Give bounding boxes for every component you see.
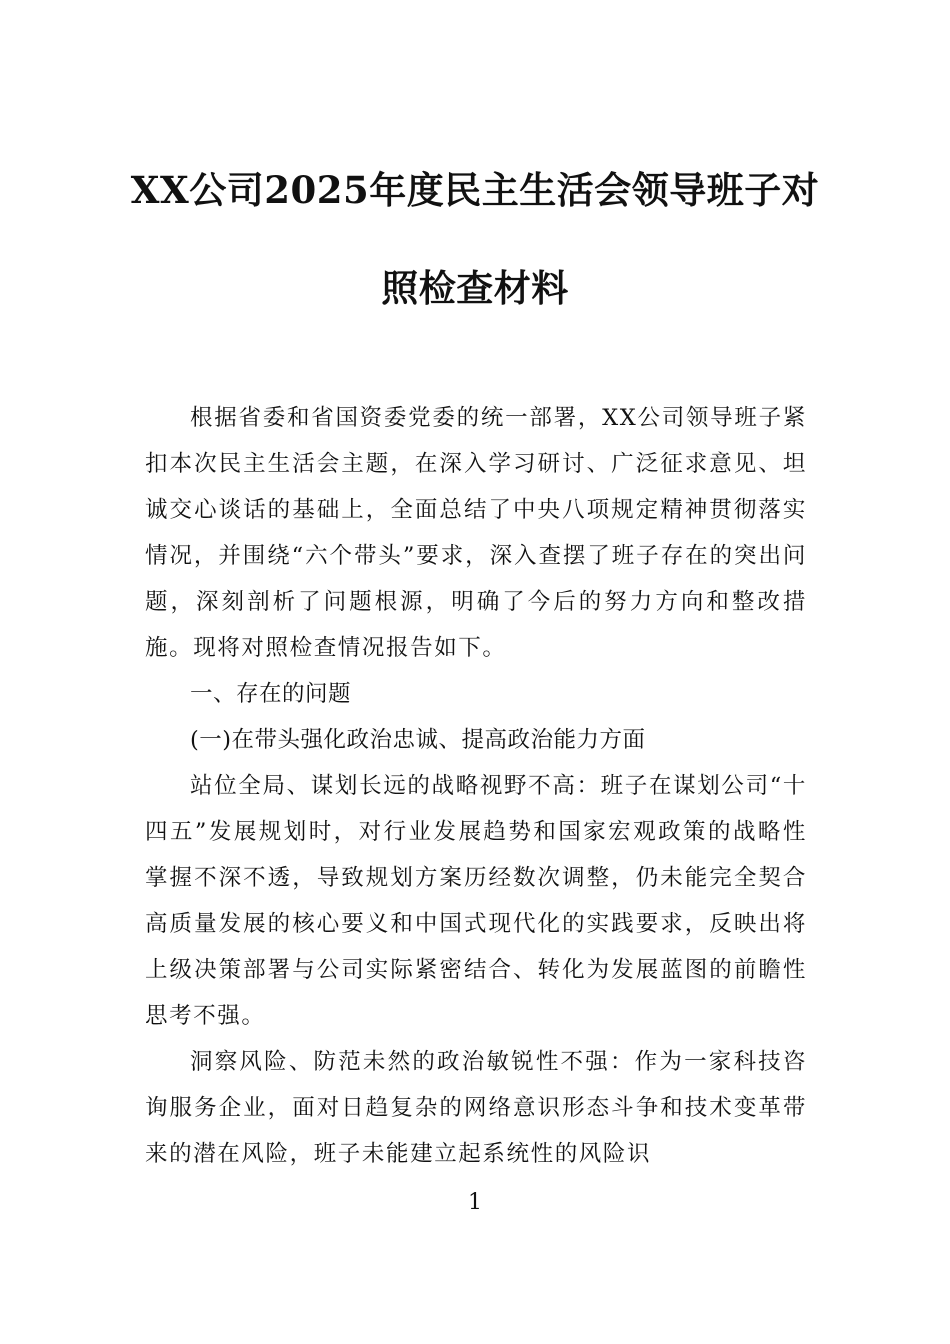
document-body	[145, 395, 807, 1177]
page-number: 1	[468, 1190, 482, 1215]
body-paragraph: 洞察风险、防范未然的政治敏锐性不强：作为一家科技咨询服务企业，面对日趋复杂的网络意识形态斗争和技术变革带来的潜在风险，班子未能建立起系统性的风险识	[145, 1049, 807, 1167]
document-title-line-2: 照检查材料	[381, 266, 569, 310]
subsection-heading: (一)在带头强化政治忠诚、提高政治能力方面	[190, 727, 646, 753]
intro-paragraph: 根据省委和省国资委党委的统一部署，XX公司领导班子紧扣本次民主生活会主题，在深入学习研讨、广泛征求意见、坦诚交心谈话的基础上，全面总结了中央八项规定精神贯彻落实情况，并围绕“六个带头”要求，深入查摆了班子存在的突出问题，深刻剖析了问题根源，明确了今后的努力方向和整改措施。现将对照检查情况报告如下。	[145, 405, 807, 661]
document-title-line-1: XX公司2025年度民主生活会领导班子对	[130, 168, 820, 212]
section-heading: 一、存在的问题	[190, 681, 352, 707]
body-paragraph: 站位全局、谋划长远的战略视野不高：班子在谋划公司“十四五”发展规划时，对行业发展趋势和国家宏观政策的战略性掌握不深不透，导致规划方案历经数次调整，仍未能完全契合高质量发展的核心要义和中国式现代化的实践要求，反映出将上级决策部署与公司实际紧密结合、转化为发展蓝图的前瞻性思考不强。	[145, 773, 807, 1029]
